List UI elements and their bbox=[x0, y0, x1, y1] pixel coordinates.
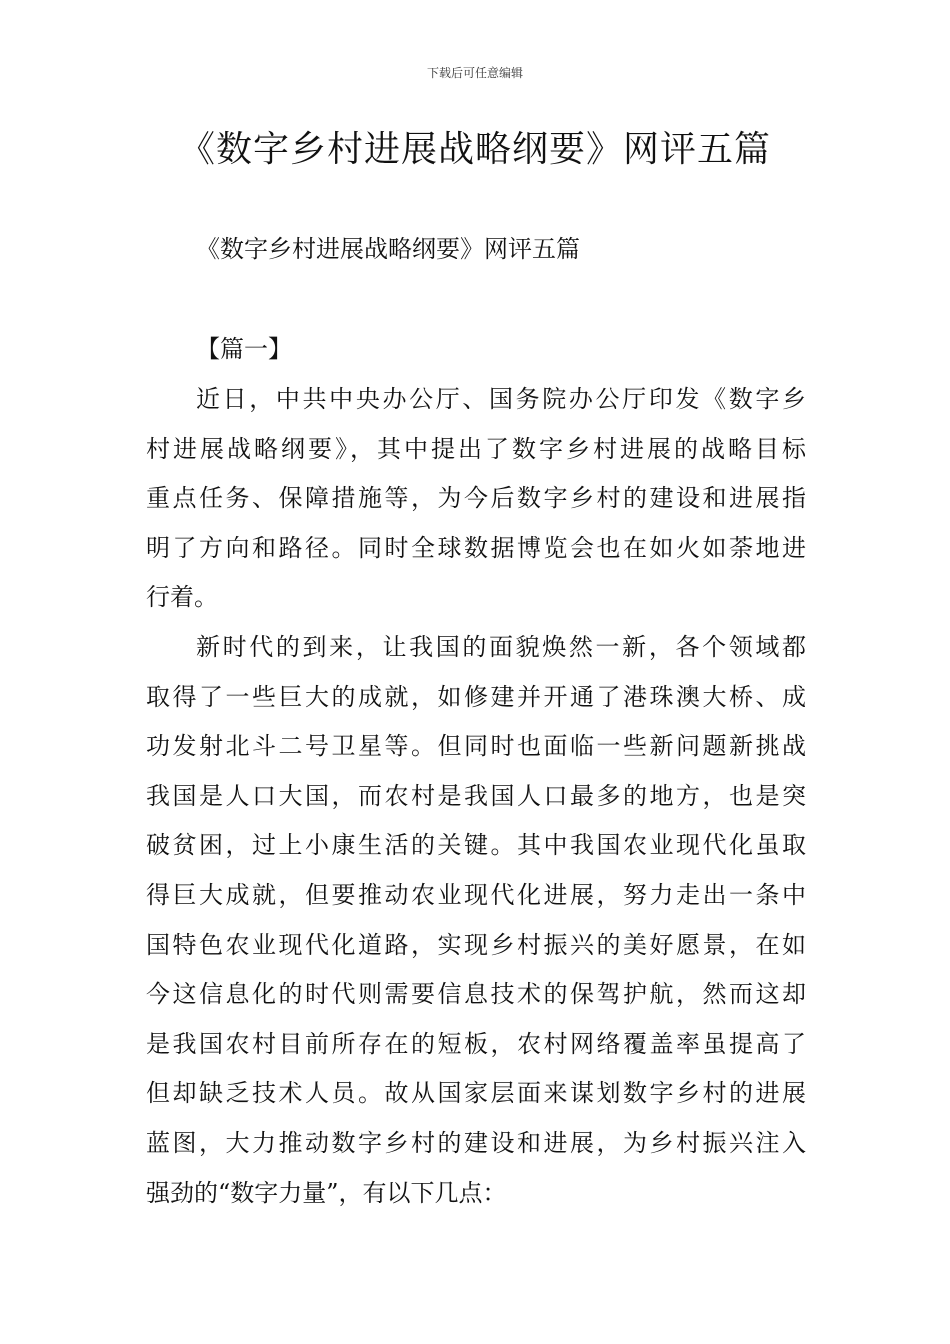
text-line: 国特色农业现代化道路，实现乡村振兴的美好愿景，在如 bbox=[146, 930, 806, 959]
text-line: 取得了一些巨大的成就，如修建并开通了港珠澳大桥、成 bbox=[146, 682, 806, 711]
text-line: 功发射北斗二号卫星等。但同时也面临一些新问题新挑战 bbox=[146, 732, 806, 761]
text-line: 重点任务、保障措施等，为今后数字乡村的建设和进展指 bbox=[146, 484, 806, 513]
body-text bbox=[146, 375, 806, 1218]
text-line: 蓝图，大力推动数字乡村的建设和进展，为乡村振兴注入 bbox=[146, 1128, 806, 1157]
section-heading: 【篇一】 bbox=[196, 335, 292, 363]
text-line: 破贫困，过上小康生活的关键。其中我国农业现代化虽取 bbox=[146, 831, 806, 860]
text-line: 今这信息化的时代则需要信息技术的保驾护航，然而这却 bbox=[146, 980, 806, 1009]
text-line: 得巨大成就，但要推动农业现代化进展，努力走出一条中 bbox=[146, 880, 806, 909]
paragraph bbox=[146, 375, 806, 623]
text-line: 村进展战略纲要》，其中提出了数字乡村进展的战略目标 bbox=[146, 434, 806, 463]
document-title: 《数字乡村进展战略纲要》网评五篇 bbox=[178, 129, 771, 170]
document-subtitle: 《数字乡村进展战略纲要》网评五篇 bbox=[196, 235, 580, 263]
text-line: 是我国农村目前所存在的短板，农村网络覆盖率虽提高了 bbox=[146, 1029, 806, 1058]
text-line: 行着。 bbox=[146, 583, 218, 612]
text-line: 明了方向和路径。同时全球数据博览会也在如火如荼地进 bbox=[146, 533, 806, 562]
text-line: 但却缺乏技术人员。故从国家层面来谋划数字乡村的进展 bbox=[146, 1079, 806, 1108]
text-line: 近日，中共中央办公厅、国务院办公厅印发《数字乡 bbox=[196, 385, 806, 413]
text-line: 强劲的“数字力量”，有以下几点： bbox=[146, 1178, 507, 1207]
text-line: 新时代的到来，让我国的面貌焕然一新，各个领域都 bbox=[196, 632, 806, 661]
paragraph bbox=[146, 623, 806, 1218]
page-header-note: 下载后可任意编辑 bbox=[426, 66, 523, 80]
text-line: 我国是人口大国，而农村是我国人口最多的地方，也是突 bbox=[146, 781, 806, 810]
